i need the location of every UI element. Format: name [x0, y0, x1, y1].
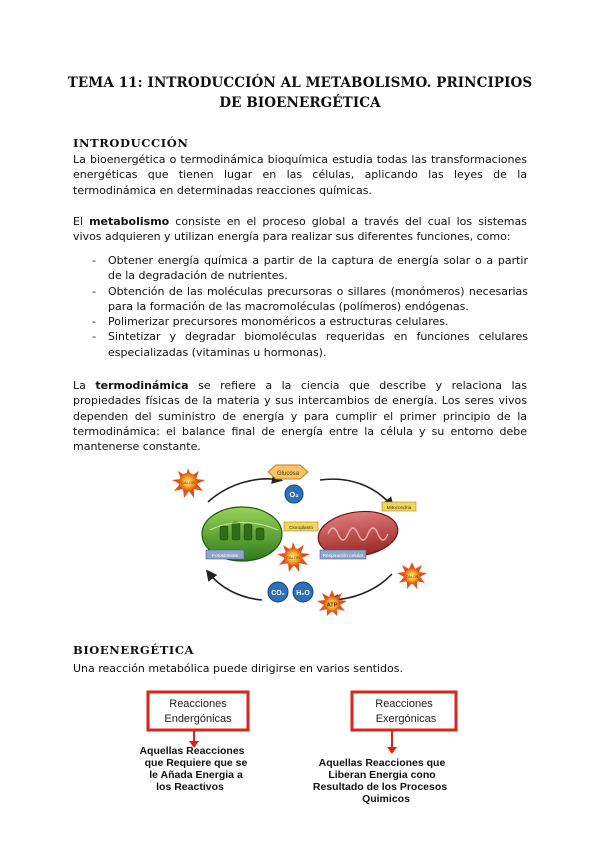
svg-text:Quimicos: Quimicos — [362, 793, 410, 805]
svg-text:Fotosíntesis: Fotosíntesis — [212, 554, 238, 559]
thermo-prefix: La — [73, 379, 96, 392]
thermo-term: termodinámica — [95, 379, 189, 392]
title-line-1: TEMA 11: INTRODUCCIÓN AL METABOLISMO. PRINCIPIOS — [67, 75, 533, 91]
svg-text:Glucosa: Glucosa — [276, 471, 300, 477]
atp-sun-icon — [317, 590, 347, 616]
title-line-2: DE BIOENERGÉTICA — [219, 95, 381, 111]
svg-text:Endergónicas: Endergónicas — [164, 713, 232, 725]
metabolism-function-list — [92, 253, 528, 360]
photosynthesis-label — [206, 550, 244, 559]
exergonic-box — [352, 692, 456, 730]
chloroplast-label — [284, 522, 318, 531]
svg-text:Respiración celular: Respiración celular — [322, 554, 364, 559]
svg-text:Exergónicas: Exergónicas — [375, 713, 437, 725]
list-item: - Sintetizar y degradar biomoléculas requeridas en funciones celulares especializadas (vitaminas u hormonas). — [92, 329, 528, 360]
co2-bubble — [268, 582, 288, 602]
mitochondria-label — [382, 502, 416, 511]
intro-paragraph: La bioenergética o termodinámica bioquímica estudia todas las transformaciones energéticas que tienen lugar en las células, aplicando las leyes de la termodinámica en determinadas reacciones químicas. — [73, 153, 527, 197]
svg-text:CALOR: CALOR — [286, 555, 300, 560]
svg-text:le Añada Energia a: le Añada Energia a — [149, 769, 243, 781]
metabolism-term: metabolismo — [89, 215, 170, 228]
heat-sun-icon — [397, 562, 427, 589]
svg-text:que Requiere que se: que Requiere que se — [144, 757, 248, 769]
svg-text:CALOR: CALOR — [405, 575, 419, 579]
svg-text:Cloroplasto: Cloroplasto — [288, 526, 314, 531]
list-item: - Obtención de las moléculas precursoras o sillares (monómeros) necesarias para la formación de las macromoléculas (polímeros) endógenas. — [92, 284, 528, 315]
svg-text:Reacciones: Reacciones — [169, 698, 227, 710]
intro-heading: INTRODUCCIÓN — [73, 136, 189, 150]
bioenergetics-paragraph: Una reacción metabólica puede dirigirse en varios sentidos. — [73, 662, 403, 675]
svg-text:Liberan Energia cono: Liberan Energia cono — [328, 769, 436, 781]
svg-text:Resultado de los Procesos: Resultado de los Procesos — [312, 781, 448, 793]
svg-text:ATP: ATP — [326, 602, 338, 609]
cycle-arrow — [208, 479, 280, 502]
svg-text:Reacciones: Reacciones — [375, 698, 433, 710]
metabolism-rest: consiste en el proceso global a través del cual los sistemas vivos adquieren y utilizan energía para realizar sus diferentes funciones, como: — [73, 215, 527, 244]
reaction-types-figure — [130, 688, 480, 814]
heat-sun-icon — [172, 468, 205, 498]
endergonic-box — [148, 692, 248, 730]
svg-text:Aquellas Reacciones que: Aquellas Reacciones que — [318, 757, 446, 769]
metabolism-paragraph — [73, 214, 527, 245]
svg-text:O₂: O₂ — [289, 490, 299, 499]
o2-bubble — [285, 485, 303, 503]
svg-text:CALOR: CALOR — [181, 480, 195, 485]
h2o-bubble — [293, 582, 313, 602]
svg-text:Aquellas Reacciones: Aquellas Reacciones — [139, 745, 245, 757]
glucose-label — [268, 465, 308, 479]
svg-text:H₂O: H₂O — [296, 590, 310, 597]
metabolism-prefix: El — [73, 215, 90, 228]
svg-text:CO₂: CO₂ — [271, 590, 285, 597]
respiration-label — [320, 550, 366, 559]
thermodynamics-paragraph — [73, 378, 527, 454]
cycle-arrow — [320, 479, 392, 506]
thermo-rest: se refiere a la ciencia que describe y relaciona las propiedades físicas de la materia y sus intercambios de energía. Los seres vivos dependen del suministro de energía y para cumplir el primer principio de la termodinámica: el balance final de energía entre la célula y su entorno debe mantenerse constante. — [73, 379, 527, 454]
energy-cycle-figure — [170, 462, 430, 617]
cycle-arrow — [208, 572, 262, 600]
bioenergetics-heading: BIOENERGÉTICA — [73, 643, 195, 657]
heat-sun-icon — [277, 542, 310, 572]
list-item: - Obtener energía química a partir de la captura de energía solar o a partir de la degradación de nutrientes. — [92, 253, 528, 284]
svg-text:Mitocondria: Mitocondria — [386, 506, 412, 511]
list-item: - Polimerizar precursores monoméricos a estructuras celulares. — [92, 314, 528, 329]
page-title — [60, 73, 540, 113]
svg-text:los Reactivos: los Reactivos — [156, 781, 224, 793]
